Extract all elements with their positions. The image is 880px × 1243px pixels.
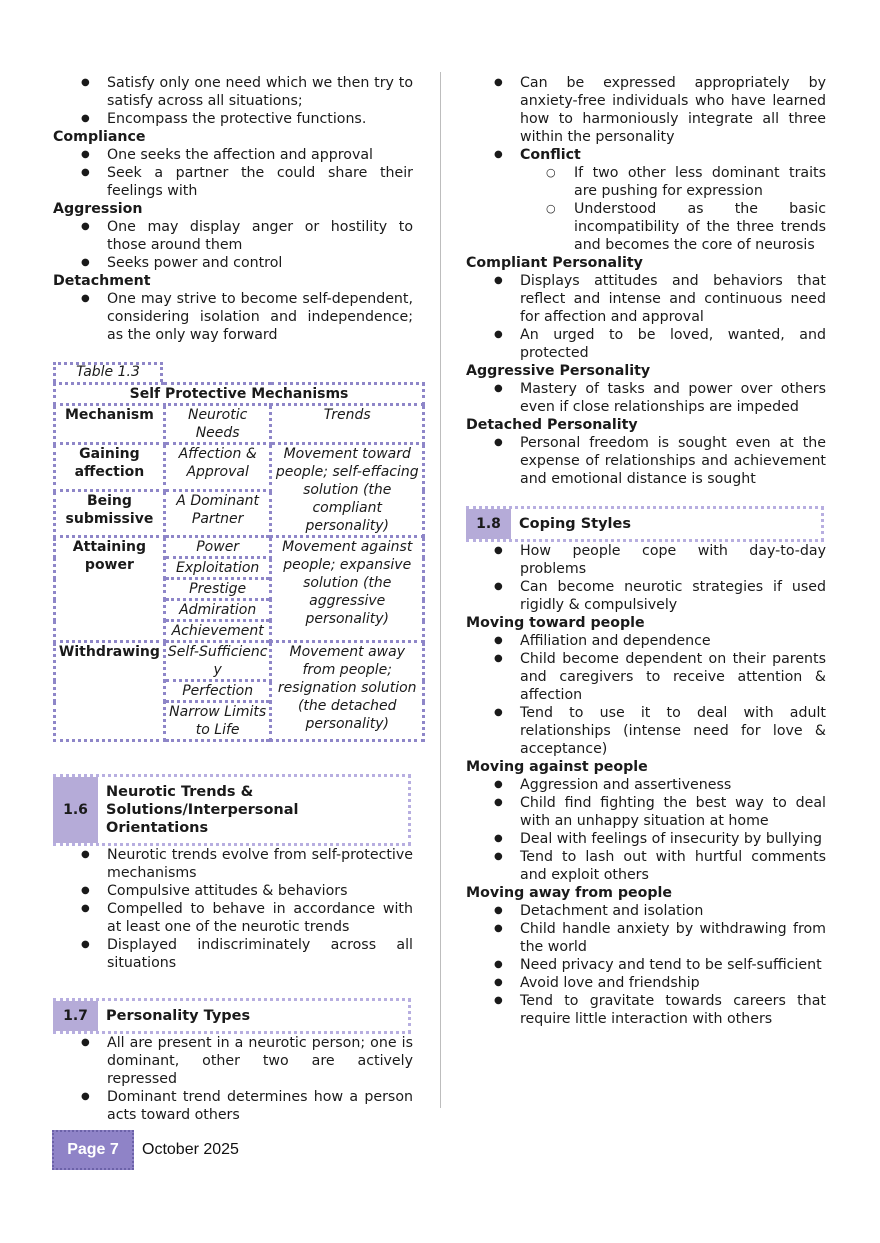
section-1-8-header [466,506,824,542]
section-title: Personality Types [106,1008,251,1024]
list-item: ● All are present in a neurotic person; one is dominant, other two are actively repressed [81,1034,413,1088]
need-prestige: Prestige [164,579,271,600]
compliance-list [81,146,413,200]
detachment-list [81,290,413,344]
need-affection-approval: Affection & Approval [164,444,271,491]
list-item: ○ Understood as the basic incompatibility of the three trends and becomes the core of neurosis [546,200,826,254]
section-number: 1.6 [53,777,98,843]
list-item: ● Need privacy and tend to be self-sufficient [494,956,826,974]
list-item: ● Aggression and assertiveness [494,776,826,794]
detachment-heading: Detachment [53,273,151,289]
compliant-heading: Compliant Personality [466,255,643,271]
moving-against-heading: Moving against people [466,759,648,775]
mechanism-being-submissive: Being submissive [55,490,165,537]
list-item: ● One seeks the affection and approval [81,146,413,164]
moving-toward-heading: Moving toward people [466,615,645,631]
aggression-list [81,218,413,272]
list-item: ● Child find fighting the best way to deal with an unhappy situation at home [494,794,826,830]
need-achievement: Achievement [164,621,271,642]
intro-list [81,74,413,128]
list-item: ● Affiliation and dependence [494,632,826,650]
table-title: Self Protective Mechanisms [55,384,424,405]
need-dominant-partner: A Dominant Partner [164,490,271,537]
footer-date: October 2025 [142,1141,239,1158]
moving-against-list [494,776,826,884]
need-self-sufficiency: Self-Sufficienc y [164,642,271,681]
mechanism-gaining-affection: Gaining affection [55,444,165,491]
list-item: ● Tend to lash out with hurtful comments and exploit others [494,848,826,884]
detached-heading: Detached Personality [466,417,638,433]
section-1-7-list [81,1034,413,1124]
section-1-6-list [81,846,413,972]
list-item: ● Can become neurotic strategies if used rigidly & compulsively [494,578,826,614]
list-item: ● Tend to gravitate towards careers that require little interaction with others [494,992,826,1028]
aggressive-list [494,380,826,416]
list-item: ● Mastery of tasks and power over others even if close relationships are impeded [494,380,826,416]
need-admiration: Admiration [164,600,271,621]
compliance-heading: Compliance [53,129,146,145]
need-narrow-limits: Narrow Limits to Life [164,702,271,741]
aggressive-heading: Aggressive Personality [466,363,651,379]
aggression-heading: Aggression [53,201,143,217]
mechanism-attaining-power: Attaining power [55,537,165,642]
trend-movement-against: Movement against people; expansive solution (the aggressive personality) [271,537,424,642]
right-column [466,74,826,1028]
self-protective-mechanisms-table [53,382,425,742]
conflict-label: Conflict [520,147,581,163]
list-item: ● Displayed indiscriminately across all situations [81,936,413,972]
mechanism-withdrawing: Withdrawing [55,642,165,741]
list-item: ● Tend to use it to deal with adult relationships (intense need for love & acceptance) [494,704,826,758]
page-footer [52,1130,239,1170]
list-item: ● Deal with feelings of insecurity by bullying [494,830,826,848]
list-item: ● Encompass the protective functions. [81,110,413,128]
conflict-item [494,146,826,164]
list-item: ● Child become dependent on their parents and caregivers to receive attention & affection [494,650,826,704]
list-item: ● Avoid love and friendship [494,974,826,992]
trend-movement-away: Movement away from people; resignation solution (the detached personality) [271,642,424,741]
header-trends: Trends [271,405,424,444]
list-item: ● Compulsive attitudes & behaviors [81,882,413,900]
section-number: 1.8 [466,509,511,539]
moving-toward-list [494,632,826,758]
list-item: ● Satisfy only one need which we then try to satisfy across all situations; [81,74,413,110]
section-1-8-list [494,542,826,614]
list-item: ○ If two other less dominant traits are pushing for expression [546,164,826,200]
section-1-6-header [53,774,411,846]
intro-list [494,74,826,164]
need-perfection: Perfection [164,681,271,702]
list-item: ● Dominant trend determines how a person acts toward others [81,1088,413,1124]
list-item: ● Displays attitudes and behaviors that reflect and intense and continuous need for affection and approval [494,272,826,326]
compliant-list [494,272,826,362]
header-mechanism: Mechanism [55,405,165,444]
list-item: ● One may strive to become self-dependent, considering isolation and independence; as the only way forward [81,290,413,344]
need-exploitation: Exploitation [164,558,271,579]
list-item: ● Seeks power and control [81,254,413,272]
left-column [53,74,419,1124]
page-number: Page 7 [52,1130,134,1170]
header-neurotic-needs: Neurotic Needs [164,405,271,444]
list-item: ● One may display anger or hostility to those around them [81,218,413,254]
trend-movement-toward: Movement toward people; self-effacing solution (the compliant personality) [271,444,424,537]
section-number: 1.7 [53,1001,98,1031]
section-title: Coping Styles [519,516,631,532]
list-item: ● Compelled to behave in accordance with at least one of the neurotic trends [81,900,413,936]
list-item: ● Can be expressed appropriately by anxiety-free individuals who have learned how to harmoniously integrate all three within the personality [494,74,826,146]
conflict-sublist [546,164,826,254]
list-item: ● Personal freedom is sought even at the expense of relationships and achievement and emotional distance is sought [494,434,826,488]
list-item: ● Detachment and isolation [494,902,826,920]
moving-away-list [494,902,826,1028]
section-title: Neurotic Trends & Solutions/Interpersonal Orientations [106,784,299,836]
list-item: ● Seek a partner the could share their feelings with [81,164,413,200]
need-power: Power [164,537,271,558]
list-item: ● Neurotic trends evolve from self-protective mechanisms [81,846,413,882]
list-item: ● Child handle anxiety by withdrawing from the world [494,920,826,956]
moving-away-heading: Moving away from people [466,885,672,901]
detached-list [494,434,826,488]
section-1-7-header [53,998,411,1034]
list-item: ● An urged to be loved, wanted, and protected [494,326,826,362]
table-caption: Table 1.3 [53,362,163,382]
column-divider [440,72,441,1108]
list-item: ● How people cope with day-to-day problems [494,542,826,578]
